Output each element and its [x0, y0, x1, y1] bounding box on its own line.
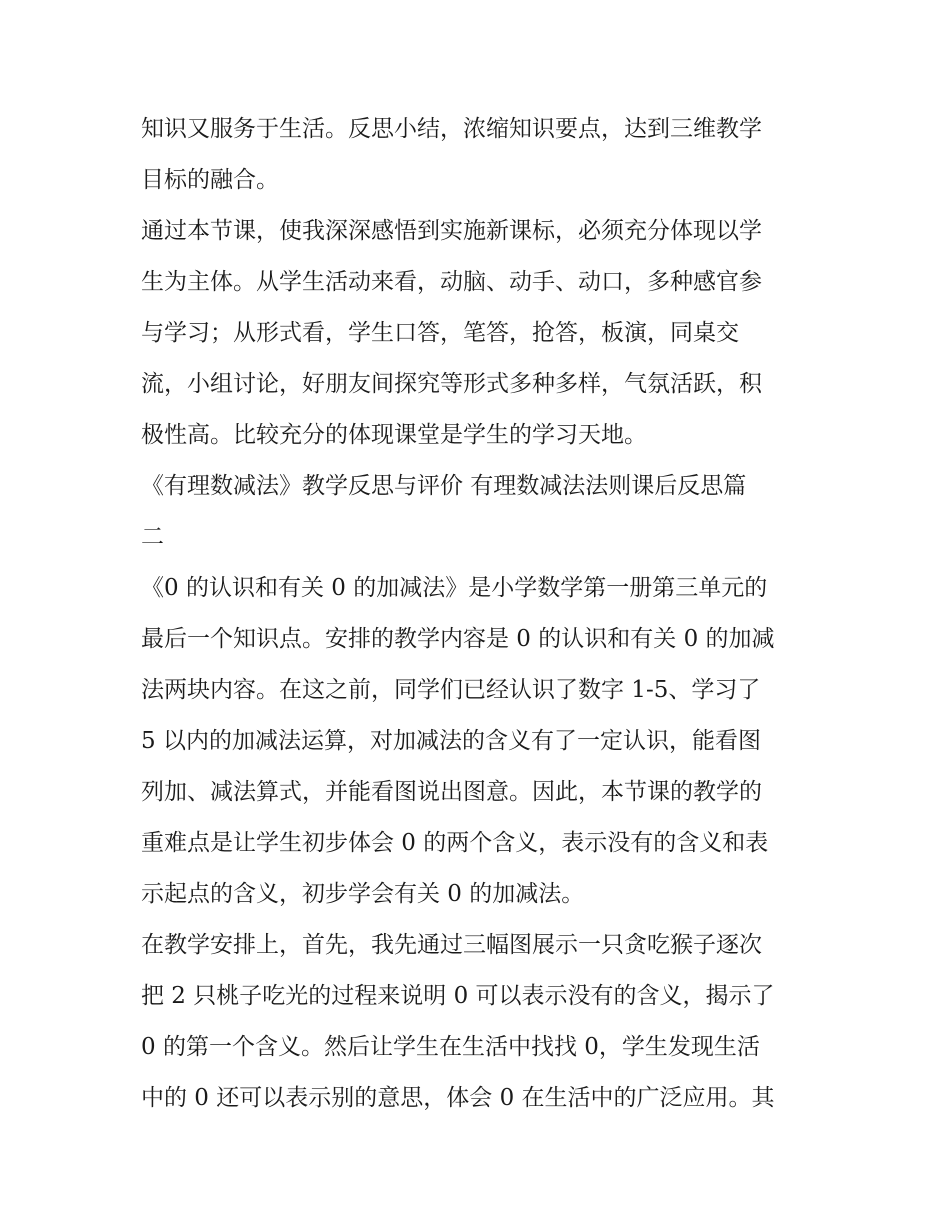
text-line: 最后一个知识点。安排的教学内容是 0 的认识和有关 0 的加减 — [141, 626, 775, 652]
text-line: 《0 的认识和有关 0 的加减法》是小学数学第一册第三单元的 — [141, 575, 768, 601]
text-line: 通过本节课，使我深深感悟到实施新课标，必须充分体现以学 — [141, 218, 762, 244]
text-line: 法两块内容。在这之前，同学们已经认识了数字 1-5、学习了 — [141, 677, 761, 703]
text-line: 在教学安排上，首先，我先通过三幅图展示一只贪吃猴子逐次 — [141, 932, 762, 958]
text-line: 中的 0 还可以表示别的意思，体会 0 在生活中的广泛应用。其 — [141, 1085, 775, 1111]
text-line: 知识又服务于生活。反思小结，浓缩知识要点，达到三维教学 — [141, 116, 762, 142]
text-line: 把 2 只桃子吃光的过程来说明 0 可以表示没有的含义，揭示了 — [141, 983, 775, 1009]
text-line: 生为主体。从学生活动来看，动脑、动手、动口，多种感官参 — [141, 269, 762, 295]
text-line: 极性高。比较充分的体现课堂是学生的学习天地。 — [141, 422, 647, 448]
section-heading-line: 《有理数减法》教学反思与评价 有理数减法法则课后反思篇 — [141, 473, 747, 499]
text-line: 重难点是让学生初步体会 0 的两个含义，表示没有的含义和表 — [141, 830, 769, 856]
text-line: 与学习；从形式看，学生口答，笔答，抢答，板演，同桌交 — [141, 320, 739, 346]
text-line: 0 的第一个含义。然后让学生在生活中找找 0，学生发现生活 — [141, 1034, 760, 1060]
text-line: 列加、减法算式，并能看图说出图意。因此，本节课的教学的 — [141, 779, 762, 805]
text-line: 示起点的含义，初步学会有关 0 的加减法。 — [141, 881, 585, 907]
section-heading-line: 二 — [141, 524, 164, 550]
text-line: 流，小组讨论，好朋友间探究等形式多种多样，气氛活跃，积 — [141, 371, 762, 397]
text-line: 5 以内的加减法运算，对加减法的含义有了一定认识，能看图 — [141, 728, 761, 754]
text-line: 目标的融合。 — [141, 167, 279, 193]
document-body — [141, 104, 813, 1124]
